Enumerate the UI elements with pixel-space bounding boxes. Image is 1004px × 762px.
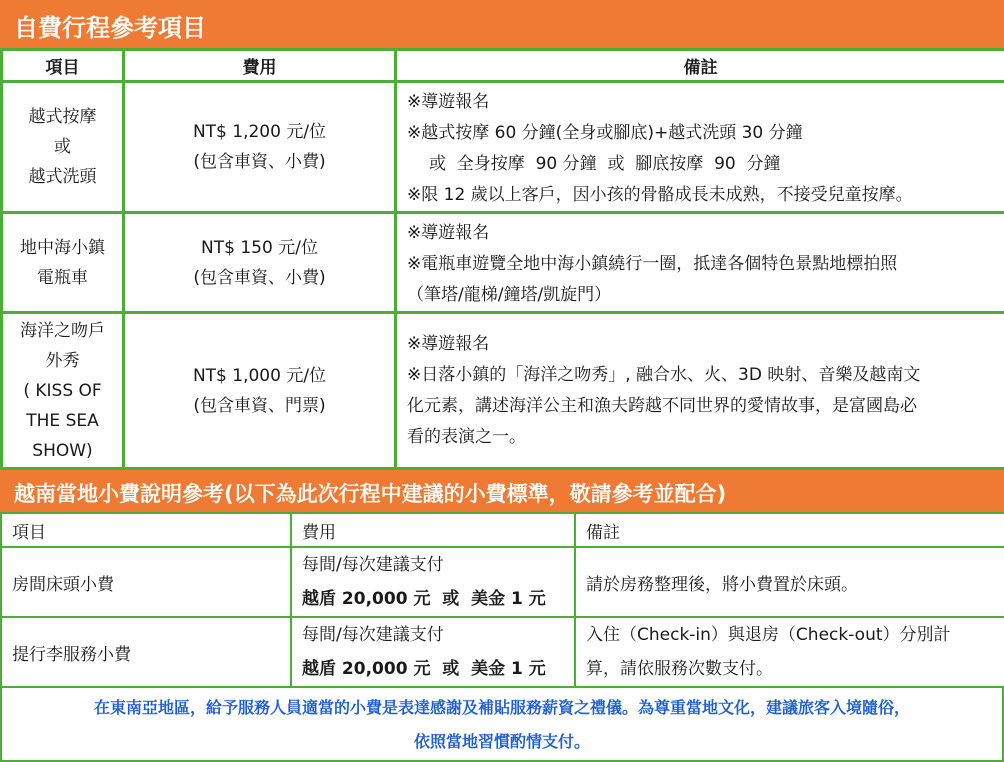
row-notes	[396, 213, 1004, 313]
row-fee	[291, 617, 575, 687]
fee-includes: (包含車資、小費)	[126, 147, 393, 177]
row-note	[575, 617, 1004, 687]
header-notes: 備註	[396, 50, 1004, 82]
fee-amount: 越盾 20,000 元 或 美金 1 元	[302, 582, 564, 616]
row-notes	[396, 82, 1004, 213]
header-fee: 費用	[291, 513, 575, 547]
note-line: （筆塔/龍梯/鐘塔/凱旋門）	[407, 280, 996, 311]
item-line: 外秀	[4, 346, 121, 376]
header-item: 項目	[1, 513, 291, 547]
header-notes: 備註	[575, 513, 1004, 547]
fee-price: NT$ 1,000 元/位	[126, 361, 393, 391]
note-line: ※導遊報名	[407, 87, 996, 118]
note-line: ※導遊報名	[407, 218, 996, 249]
row-item: 房間床頭小費	[1, 547, 291, 617]
row-note	[575, 547, 1004, 617]
fee-amount: 越盾 20,000 元 或 美金 1 元	[302, 652, 564, 686]
item-line: THE SEA	[4, 406, 121, 436]
table-header-row	[2, 50, 1004, 82]
section1-title: 自費行程參考項目	[0, 0, 1004, 48]
optional-tours-table	[0, 48, 1004, 470]
item-line: SHOW)	[4, 436, 121, 466]
row-notes	[396, 313, 1004, 469]
item-line: 電瓶車	[4, 263, 121, 293]
note-line: 化元素，講述海洋公主和漁夫跨越不同世界的愛情故事，是富國島必	[407, 391, 996, 422]
table-row	[2, 82, 1004, 213]
fee-includes: (包含車資、小費)	[126, 263, 393, 293]
fee-line: 每間/每次建議支付	[302, 548, 564, 582]
fee-line: 每間/每次建議支付	[302, 618, 564, 652]
table-row	[2, 313, 1004, 469]
row-item: 提行李服務小費	[1, 617, 291, 687]
item-line: 或	[4, 132, 121, 162]
fee-price: NT$ 1,200 元/位	[126, 117, 393, 147]
table-row	[1, 617, 1004, 687]
table-row	[1, 547, 1004, 617]
item-line: ( KISS OF	[4, 376, 121, 406]
note-line: ※日落小鎮的「海洋之吻秀」, 融合水、火、3D 映射、音樂及越南文	[407, 360, 996, 391]
note-line: 或 全身按摩 90 分鐘 或 腳底按摩 90 分鐘	[407, 149, 996, 180]
row-fee	[124, 313, 396, 469]
row-item	[2, 82, 124, 213]
header-fee: 費用	[124, 50, 396, 82]
row-item	[2, 313, 124, 469]
row-fee	[291, 547, 575, 617]
tipping-table	[0, 512, 1004, 688]
tipping-footnote	[0, 688, 1004, 762]
row-fee	[124, 82, 396, 213]
footnote-line: 依照當地習慣酌情支付。	[2, 725, 1002, 759]
row-item	[2, 213, 124, 313]
note-line: 看的表演之一。	[407, 422, 996, 453]
item-line: 越式洗頭	[4, 162, 121, 192]
note-line: ※越式按摩 60 分鐘(全身或腳底)+越式洗頭 30 分鐘	[407, 118, 996, 149]
header-item: 項目	[2, 50, 124, 82]
note-line: ※電瓶車遊覽全地中海小鎮繞行一圈，抵達各個特色景點地標拍照	[407, 249, 996, 280]
section2-title: 越南當地小費說明參考(以下為此次行程中建議的小費標準，敬請參考並配合)	[0, 470, 1004, 512]
item-line: 海洋之吻戶	[4, 316, 121, 346]
note-line: 算，請依服務次數支付。	[586, 652, 994, 686]
item-line: 地中海小鎮	[4, 233, 121, 263]
note-line: ※導遊報名	[407, 329, 996, 360]
fee-includes: (包含車資、門票)	[126, 391, 393, 421]
note-line: 入住（Check-in）與退房（Check-out）分別計	[586, 618, 994, 652]
note-line: 請於房務整理後，將小費置於床頭。	[586, 570, 994, 595]
row-fee	[124, 213, 396, 313]
note-line: ※限 12 歲以上客戶，因小孩的骨骼成長未成熟，不接受兒童按摩。	[407, 180, 996, 211]
fee-price: NT$ 150 元/位	[126, 233, 393, 263]
table-header-row	[1, 513, 1004, 547]
item-line: 越式按摩	[4, 102, 121, 132]
footnote-line: 在東南亞地區，給予服務人員適當的小費是表達感謝及補貼服務薪資之禮儀。為尊重當地文化，建議旅客入境隨俗，	[2, 691, 1002, 725]
table-row	[2, 213, 1004, 313]
